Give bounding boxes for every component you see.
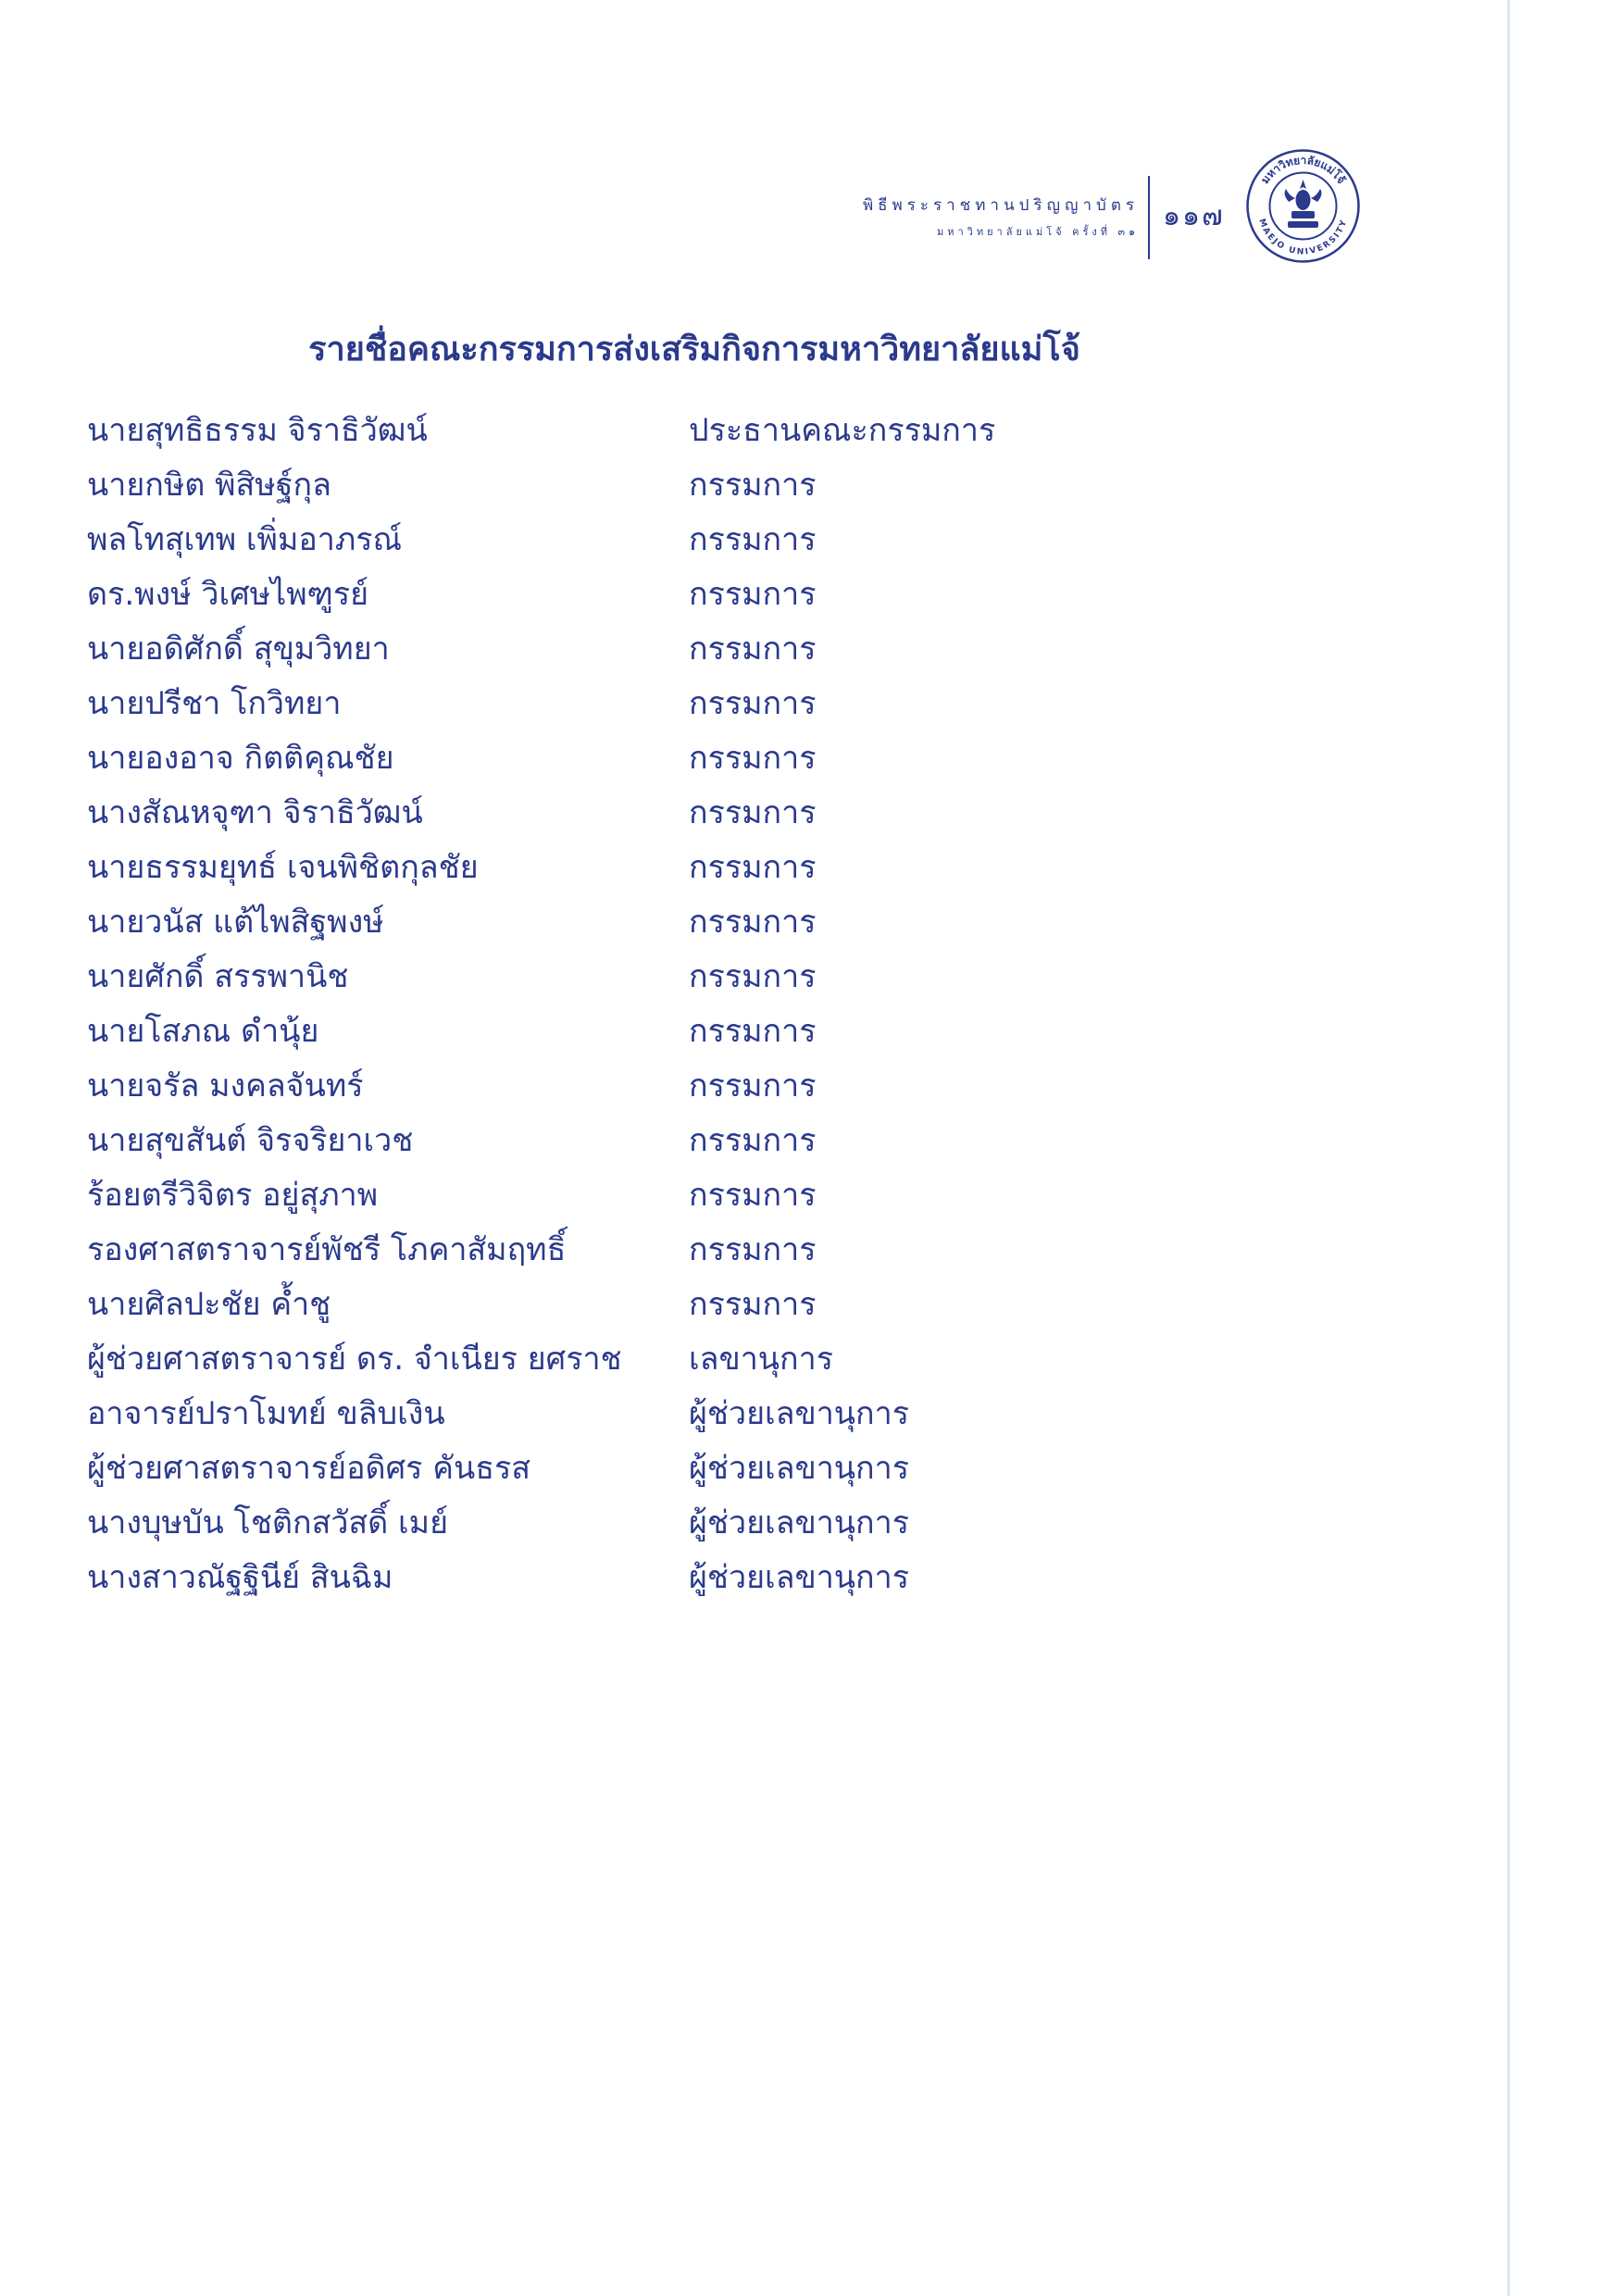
member-role: กรรมการ xyxy=(689,1177,817,1214)
seal-emblem xyxy=(1285,180,1322,228)
member-role: กรรมการ xyxy=(689,1231,817,1268)
member-name: นายสุขสันต์ จิรจริยาเวช xyxy=(87,1122,414,1159)
member-role: กรรมการ xyxy=(689,740,817,777)
member-role: เลขานุการ xyxy=(689,1341,833,1378)
roster-row xyxy=(87,1387,1105,1441)
member-name: ดร.พงษ์ วิเศษไพฑูรย์ xyxy=(87,576,369,613)
member-name: ร้อยตรีวิจิตร อยู่สุภาพ xyxy=(87,1177,379,1214)
roster-row xyxy=(87,1223,1105,1278)
university-seal-logo xyxy=(1245,148,1361,264)
member-role: กรรมการ xyxy=(689,794,817,831)
roster-row xyxy=(87,841,1105,895)
member-role: ผู้ช่วยเลขานุการ xyxy=(689,1559,909,1596)
member-role: กรรมการ xyxy=(689,958,817,995)
member-role: กรรมการ xyxy=(689,849,817,886)
member-role: ประธานคณะกรรมการ xyxy=(689,412,996,449)
member-role: กรรมการ xyxy=(689,1122,817,1159)
member-name: ผู้ช่วยศาสตราจารย์ ดร. จำเนียร ยศราช xyxy=(87,1341,622,1378)
member-role: ผู้ช่วยเลขานุการ xyxy=(689,1450,909,1487)
member-name: นางบุษบัน โชติกสวัสดิ์ เมย์ xyxy=(87,1504,449,1541)
page-header xyxy=(815,148,1370,259)
member-name: นายกษิต พิสิษฐ์กุล xyxy=(87,467,331,504)
page-edge xyxy=(1507,0,1510,2296)
member-role: กรรมการ xyxy=(689,521,817,558)
roster-row xyxy=(87,1004,1105,1059)
page-number: ๑๑๗ xyxy=(1163,200,1225,232)
roster-row xyxy=(87,1441,1105,1496)
member-name: นายโสภณ ดำนุ้ย xyxy=(87,1013,319,1050)
roster-row xyxy=(87,1278,1105,1332)
roster-row xyxy=(87,404,1105,458)
roster-row xyxy=(87,458,1105,513)
roster-row xyxy=(87,1496,1105,1551)
member-name: ผู้ช่วยศาสตราจารย์อดิศร คันธรส xyxy=(87,1450,530,1487)
roster-row xyxy=(87,786,1105,841)
roster-row xyxy=(87,1168,1105,1223)
header-divider xyxy=(1148,176,1150,259)
roster-row xyxy=(87,513,1105,568)
member-role: กรรมการ xyxy=(689,685,817,722)
roster-row xyxy=(87,1114,1105,1168)
member-role: กรรมการ xyxy=(689,1067,817,1104)
roster-row xyxy=(87,677,1105,731)
member-name: นายจรัล มงคลจันทร์ xyxy=(87,1067,364,1104)
roster-row xyxy=(87,950,1105,1004)
member-name: พลโทสุเทพ เพิ่มอาภรณ์ xyxy=(87,521,403,558)
ceremony-caption xyxy=(863,193,1139,240)
member-name: นายศิลปะชัย ค้ำชู xyxy=(87,1286,331,1323)
member-name: นายสุทธิธรรม จิราธิวัฒน์ xyxy=(87,412,428,449)
member-name: นายองอาจ กิตติคุณชัย xyxy=(87,740,394,777)
roster-row xyxy=(87,622,1105,677)
member-name: นางสาวณัฐฐินีย์ สินฉิม xyxy=(87,1559,393,1596)
document-title: รายชื่อคณะกรรมการส่งเสริมกิจการมหาวิทยาลัยแม่โจ้ xyxy=(308,331,1080,368)
ceremony-title: พิธีพระราชทานปริญญาบัตร xyxy=(862,196,1139,215)
roster-row xyxy=(87,895,1105,950)
member-name: อาจารย์ปราโมทย์ ขลิบเงิน xyxy=(87,1395,445,1432)
roster-row xyxy=(87,731,1105,786)
roster-row xyxy=(87,1059,1105,1114)
seal-ring-bottom-text: MAEJO UNIVERSITY xyxy=(1256,218,1350,257)
member-role: กรรมการ xyxy=(689,467,817,504)
member-name: นายปรีชา โกวิทยา xyxy=(87,685,342,722)
member-name: นายวนัส แต้ไพสิฐพงษ์ xyxy=(87,904,384,941)
roster-row xyxy=(87,1332,1105,1387)
seal-ring-top-text: มหาวิทยาลัยแม่โจ้ xyxy=(1258,153,1348,187)
member-role: กรรมการ xyxy=(689,576,817,613)
member-name: รองศาสตราจารย์พัชรี โภคาสัมฤทธิ์ xyxy=(87,1231,567,1268)
member-role: กรรมการ xyxy=(689,1013,817,1050)
roster-row xyxy=(87,568,1105,622)
member-role: ผู้ช่วยเลขานุการ xyxy=(689,1395,909,1432)
member-name: นายอดิศักดิ์ สุขุมวิทยา xyxy=(87,630,390,668)
member-name: นายธรรมยุทธ์ เจนพิชิตกุลชัย xyxy=(87,849,479,886)
member-role: ผู้ช่วยเลขานุการ xyxy=(689,1504,909,1541)
ceremony-subtitle: มหาวิทยาลัยแม่โจ้ ครั้งที่ ๓๑ xyxy=(937,226,1139,238)
member-role: กรรมการ xyxy=(689,904,817,941)
committee-roster xyxy=(87,404,1105,1605)
member-name: นายศักดิ์ สรรพานิช xyxy=(87,958,349,995)
member-role: กรรมการ xyxy=(689,1286,817,1323)
member-role: กรรมการ xyxy=(689,630,817,668)
member-name: นางสัณหจุฑา จิราธิวัฒน์ xyxy=(87,794,423,831)
roster-row xyxy=(87,1551,1105,1605)
